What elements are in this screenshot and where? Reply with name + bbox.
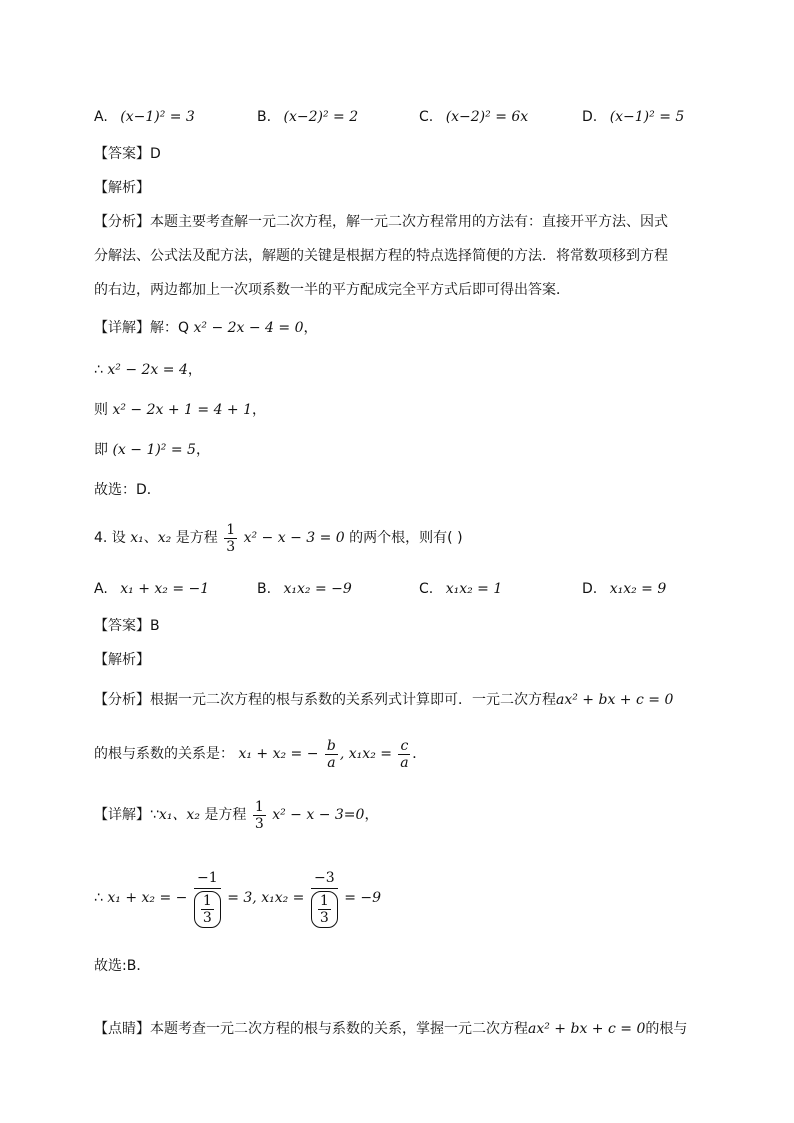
option-label: A.	[94, 581, 108, 597]
fraction-neg3-over-third	[311, 868, 338, 928]
q3-answer: 【答案】D	[94, 146, 161, 162]
denominator: 3	[254, 815, 264, 832]
comma: ，	[303, 320, 318, 336]
denominator: 3	[202, 910, 212, 926]
paren-fraction	[194, 891, 221, 928]
numerator: −3	[311, 868, 338, 889]
fraction-neg1-over-third	[194, 868, 221, 928]
denominator: a	[400, 754, 409, 771]
denominator: a	[327, 754, 336, 771]
q3-analysis-line3: 的右边，两边都加上一次项系数一半的平方配成完全平方式后即可得出答案．	[94, 282, 570, 298]
q3-analysis-line2: 分解法、公式法及配方法，解题的关键是根据方程的特点选择简便的方法．将常数项移到方程	[94, 248, 668, 264]
comma: ，	[364, 807, 379, 823]
q3-detail-line3	[94, 400, 266, 420]
option-label: D.	[582, 581, 598, 597]
q4-detail-line2	[94, 868, 381, 928]
q4-dianjing	[94, 1019, 687, 1039]
q3-option-d	[582, 107, 684, 127]
roots: x₁、x₂	[158, 807, 200, 823]
numerator: c	[400, 737, 409, 754]
equation: x² − 2x + 1 = 4 + 1	[112, 402, 253, 418]
denominator	[194, 889, 221, 928]
root-x1: x₁	[130, 530, 144, 546]
q4-option-a	[94, 579, 209, 599]
q4-analysis-line2	[94, 734, 426, 774]
therefore-symbol: ∴	[94, 362, 103, 378]
fraction-b-over-a	[325, 738, 338, 771]
denominator: 3	[226, 538, 236, 555]
ze-label: 则	[94, 402, 108, 418]
denominator	[311, 889, 338, 928]
fraction-one-third	[224, 522, 237, 555]
product-lhs: , x₁x₂ =	[339, 746, 392, 762]
q4-analysis-line1	[94, 690, 673, 710]
q4-option-b	[257, 579, 352, 599]
equation: x² − 2x − 4 = 0	[193, 320, 304, 336]
detail-prefix: 【详解】解：Q	[94, 320, 190, 336]
option-expr: x₁ + x₂ = −1	[120, 581, 210, 597]
option-expr: (x−2)² = 2	[283, 109, 359, 125]
stem-prefix: 4. 设	[94, 530, 126, 546]
comma: ，	[195, 442, 210, 458]
fraction-one-third	[201, 893, 214, 926]
q3-option-a	[94, 107, 195, 127]
stem-suffix: 的两个根，则有( )	[349, 530, 463, 546]
fraction-c-over-a	[398, 738, 410, 771]
q3-option-c	[419, 107, 528, 127]
ji-label: 即	[94, 442, 108, 458]
numerator: 1	[319, 893, 329, 909]
equation: ax² + bx + c = 0	[528, 1021, 646, 1037]
root-x2: x₂	[157, 530, 172, 546]
option-label: C.	[419, 581, 434, 597]
option-label: B.	[257, 109, 272, 125]
comma: ，	[187, 362, 202, 378]
stem-mid: 是方程	[175, 530, 218, 546]
option-label: D.	[582, 109, 598, 125]
numerator: 1	[226, 521, 236, 538]
therefore-symbol: ∴	[94, 890, 103, 906]
sum-lhs: x₁ + x₂ = −	[238, 746, 319, 762]
option-expr: x₁x₂ = 9	[609, 581, 667, 597]
q4-option-d	[582, 579, 666, 599]
q4-option-c	[419, 579, 502, 599]
q3-choose: 故选：D．	[94, 482, 161, 498]
q3-analysis-line1: 【分析】本题主要考查解一元二次方程，解一元二次方程常用的方法有：直接开平方法、因式	[94, 214, 668, 230]
q4-choose: 故选:B．	[94, 958, 151, 974]
q3-detail-line4	[94, 440, 210, 460]
option-expr: (x−2)² = 6x	[445, 109, 529, 125]
option-expr: x₁x₂ = −9	[283, 581, 352, 597]
dianjing-suffix: 的根与	[645, 1021, 688, 1037]
q4-stem	[94, 520, 463, 556]
numerator: 1	[254, 798, 264, 815]
option-expr: (x−1)² = 3	[120, 109, 195, 125]
q4-answer: 【答案】B	[94, 618, 160, 634]
dianjing-text: 【点睛】本题考查一元二次方程的根与系数的关系，掌握一元二次方程	[94, 1021, 528, 1037]
period: ．	[412, 746, 427, 762]
analysis-text: 【分析】根据一元二次方程的根与系数的关系列式计算即可．一元二次方程	[94, 692, 556, 708]
q4-jiexi: 【解析】	[94, 652, 150, 668]
option-label: C.	[419, 109, 434, 125]
numerator: −1	[194, 868, 221, 889]
option-label: A.	[94, 109, 108, 125]
analysis-text: 的根与系数的关系是：	[94, 746, 234, 762]
equation: x² − x − 3=0	[272, 807, 365, 823]
result-expr: = 3, x₁x₂ =	[227, 890, 305, 906]
q3-jiexi: 【解析】	[94, 180, 150, 196]
denominator: 3	[319, 910, 329, 926]
numerator: 1	[202, 893, 212, 909]
comma: ，	[252, 402, 267, 418]
option-label: B.	[257, 581, 272, 597]
equation: (x − 1)² = 5	[112, 442, 196, 458]
q3-option-b	[257, 107, 358, 127]
separator: 、	[143, 530, 158, 546]
sum-expr: x₁ + x₂ = −	[107, 890, 188, 906]
numerator: b	[326, 737, 336, 754]
q3-detail-line2	[94, 360, 202, 380]
option-expr: (x−1)² = 5	[609, 109, 685, 125]
equation: x² − 2x = 4	[107, 362, 188, 378]
detail-mid: 是方程	[204, 807, 247, 823]
result-value: = −9	[344, 890, 382, 906]
equation: ax² + bx + c = 0	[556, 692, 674, 708]
fraction-one-third	[318, 893, 331, 926]
detail-prefix: 【详解】∵	[94, 807, 159, 823]
fraction-one-third	[253, 799, 266, 832]
paren-fraction	[311, 891, 338, 928]
q4-detail-line1	[94, 795, 378, 835]
equation: x² − x − 3 = 0	[243, 530, 345, 546]
option-expr: x₁x₂ = 1	[445, 581, 503, 597]
q3-detail-line1	[94, 318, 318, 338]
